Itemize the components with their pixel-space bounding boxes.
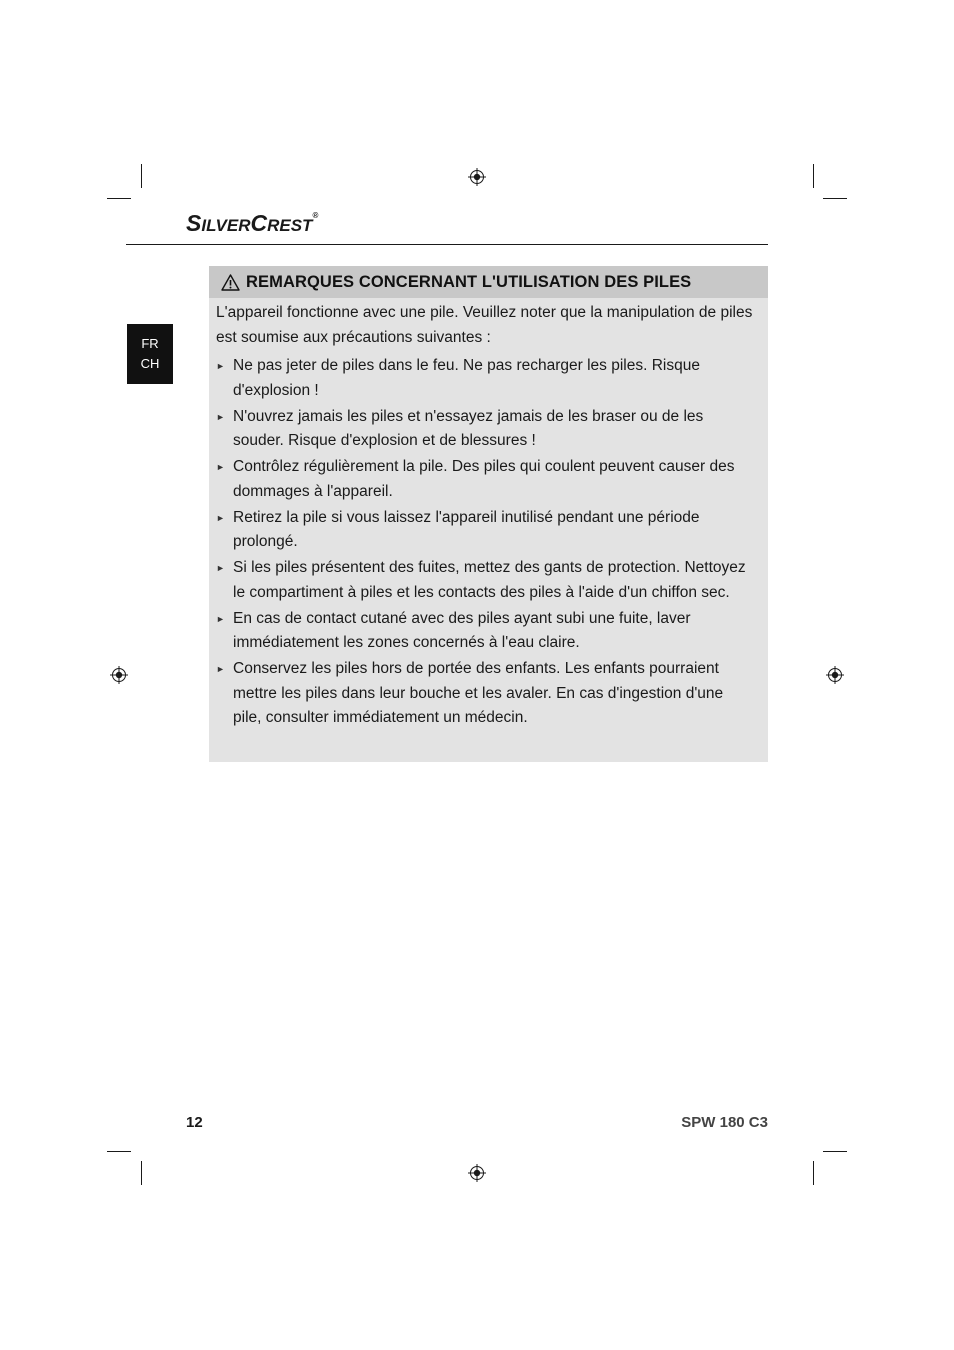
list-item — [216, 455, 754, 504]
notice-title: REMARQUES CONCERNANT L'UTILISATION DES PILES — [246, 272, 692, 291]
brand-text: REST — [267, 216, 313, 235]
list-item — [216, 354, 754, 403]
model-number: SPW 180 C3 — [681, 1114, 768, 1131]
crop-mark — [107, 198, 131, 199]
bullet-arrow-icon: ► — [216, 411, 225, 422]
registration-mark-icon — [826, 666, 844, 684]
notice-body — [209, 298, 768, 731]
list-item — [216, 607, 754, 656]
bullet-arrow-icon: ► — [216, 512, 225, 523]
list-item-text: Retirez la pile si vous laissez l'appareil inutilisé pendant une période prolongé. — [233, 508, 700, 550]
list-item — [216, 556, 754, 605]
crop-mark — [107, 1151, 131, 1152]
list-item — [216, 657, 754, 731]
notice-header — [209, 266, 768, 298]
warning-triangle-icon — [221, 274, 240, 291]
registration-mark-icon — [110, 666, 128, 684]
crop-mark — [813, 164, 814, 188]
crop-mark — [141, 164, 142, 188]
brand-letter: C — [250, 210, 268, 236]
list-item — [216, 405, 754, 454]
battery-notice-box — [209, 266, 768, 762]
crop-mark — [823, 1151, 847, 1152]
brand-text: ILVER — [201, 216, 251, 235]
precaution-list — [216, 354, 754, 731]
bullet-arrow-icon: ► — [216, 664, 225, 674]
list-item-text: Si les piles présentent des fuites, mettez des gants de protection. Nettoyez le compartiment à piles et les contacts des piles à l'aide d'un chiffon sec. — [233, 559, 746, 601]
page-number: 12 — [186, 1114, 203, 1131]
list-item — [216, 506, 754, 555]
language-code: FR — [141, 336, 159, 351]
bullet-arrow-icon: ► — [216, 462, 225, 472]
bullet-arrow-icon: ► — [216, 361, 225, 371]
list-item-text: En cas de contact cutané avec des piles ayant subi une fuite, laver immédiatement les zones concernés à l'eau claire. — [233, 609, 691, 651]
registered-mark: ® — [312, 211, 319, 220]
crop-mark — [141, 1161, 142, 1185]
language-tab — [127, 324, 173, 384]
brand-letter: S — [186, 210, 202, 236]
notice-intro: L'appareil fonctionne avec une pile. Veuillez noter que la manipulation de piles est soumise aux précautions suivantes : — [216, 304, 753, 346]
bullet-arrow-icon: ► — [216, 613, 225, 624]
brand-logo — [186, 212, 318, 235]
registration-mark-icon — [468, 168, 486, 186]
bullet-arrow-icon: ► — [216, 563, 225, 573]
crop-mark — [823, 198, 847, 199]
list-item-text: Conservez les piles hors de portée des enfants. Les enfants pourraient mettre les piles dans leur bouche et les avaler. En cas d'ingestion d'une pile, consulter immédiatement un médecin. — [233, 660, 724, 726]
registration-mark-icon — [468, 1164, 486, 1182]
list-item-text: Contrôlez régulièrement la pile. Des piles qui coulent peuvent causer des dommages à l'appareil. — [233, 458, 735, 500]
list-item-text: Ne pas jeter de piles dans le feu. Ne pas recharger les piles. Risque d'explosion ! — [233, 357, 700, 399]
crop-mark — [813, 1161, 814, 1185]
header-rule — [126, 244, 768, 245]
list-item-text: N'ouvrez jamais les piles et n'essayez jamais de les braser ou de les souder. Risque d'explosion et de blessures ! — [233, 407, 704, 449]
country-code: CH — [140, 356, 160, 371]
